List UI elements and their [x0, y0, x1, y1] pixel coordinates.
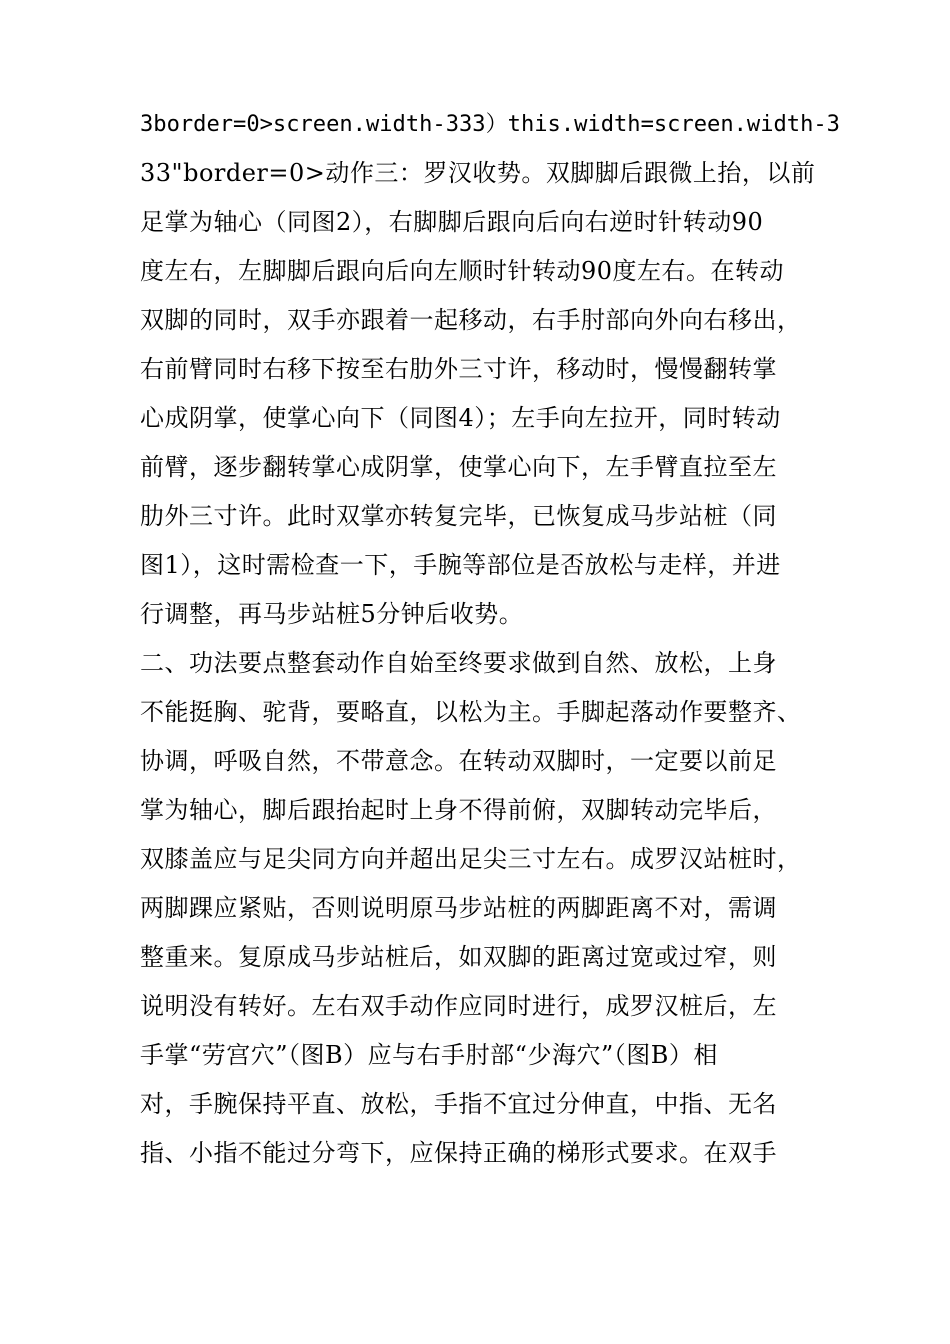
text-line: 二、功法要点整套动作自始至终要求做到自然、放松，上身 — [140, 649, 777, 677]
text-line: 肋外三寸许。此时双掌亦转复完毕，已恢复成马步站桩（同 — [140, 502, 777, 530]
text-line: 说明没有转好。左右双手动作应同时进行，成罗汉桩后，左 — [140, 992, 777, 1020]
text-line: 对，手腕保持平直、放松，手指不宜过分伸直，中指、无名 — [140, 1090, 777, 1118]
text-line: 掌为轴心，脚后跟抬起时上身不得前俯，双脚转动完毕后， — [140, 796, 777, 824]
text-line: 33"border=0>动作三：罗汉收势。双脚脚后跟微上抬，以前 — [140, 159, 816, 187]
text-line: 右前臂同时右移下按至右肋外三寸许，移动时，慢慢翻转掌 — [140, 355, 777, 383]
text-line: 手掌“劳宫穴”（图B）应与右手肘部“少海穴”（图B）相 — [140, 1041, 718, 1069]
text-line: 不能挺胸、驼背，要略直，以松为主。手脚起落动作要整齐、 — [140, 698, 802, 726]
text-line: 整重来。复原成马步站桩后，如双脚的距离过宽或过窄，则 — [140, 943, 777, 971]
text-line: 前臂，逐步翻转掌心成阴掌，使掌心向下，左手臂直拉至左 — [140, 453, 777, 481]
text-line: 足掌为轴心（同图2），右脚脚后跟向后向右逆时针转动90 — [140, 208, 764, 236]
text-line: 协调，呼吸自然，不带意念。在转动双脚时，一定要以前足 — [140, 747, 777, 775]
text-line: 3border=0>screen.width-333）this.width=screen.width-3 — [140, 111, 840, 137]
text-line: 双膝盖应与足尖同方向并超出足尖三寸左右。成罗汉站桩时， — [140, 845, 802, 873]
text-line: 两脚踝应紧贴，否则说明原马步站桩的两脚距离不对，需调 — [140, 894, 777, 922]
text-line: 指、小指不能过分弯下，应保持正确的梯形式要求。在双手 — [140, 1139, 777, 1167]
text-line: 行调整，再马步站桩5分钟后收势。 — [140, 600, 524, 628]
text-line: 心成阴掌，使掌心向下（同图4）；左手向左拉开，同时转动 — [140, 404, 781, 432]
text-line: 双脚的同时，双手亦跟着一起移动，右手肘部向外向右移出， — [140, 306, 802, 334]
text-line: 图1），这时需检查一下，手腕等部位是否放松与走样，并进 — [140, 551, 781, 579]
text-line: 度左右，左脚脚后跟向后向左顺时针转动90度左右。在转动 — [140, 257, 785, 285]
body-text — [140, 100, 840, 1178]
